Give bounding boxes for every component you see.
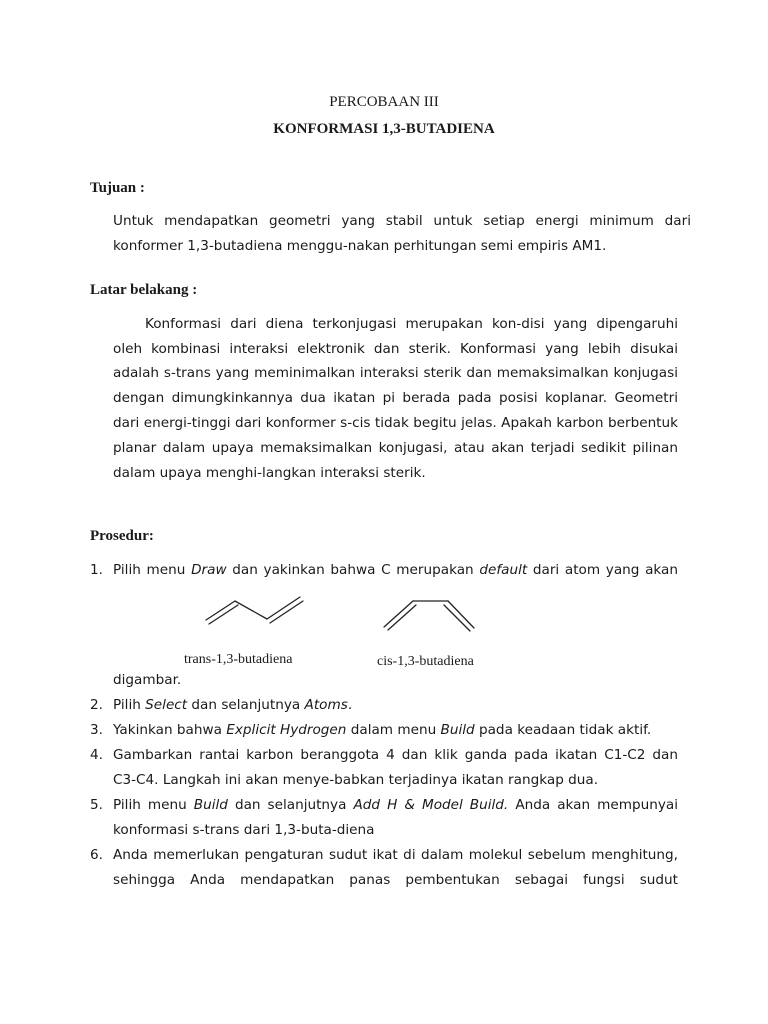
tujuan-line-1: Untuk mendapatkan geometri yang stabil untuk setiap energi minimum dari bbox=[113, 213, 691, 229]
tujuan-line-2: konformer 1,3-butadiena menggu-nakan perhitungan semi empiris AM1. bbox=[113, 238, 607, 254]
step-2-text bbox=[113, 697, 352, 713]
step-1-text-c: dan yakinkan bahwa C merupakan bbox=[232, 562, 474, 578]
step-1-number: 1. bbox=[90, 562, 103, 578]
step-2-text-c: dan selanjutnya bbox=[187, 697, 305, 713]
step-5-number: 5. bbox=[90, 797, 103, 813]
step-5-text-c: dan selanjutnya bbox=[234, 797, 347, 813]
trans-label: trans-1,3-butadiena bbox=[184, 652, 293, 667]
step-5-text-e: Anda akan mempunyai bbox=[515, 797, 679, 813]
document-title: KONFORMASI 1,3-BUTADIENA bbox=[273, 121, 495, 137]
latar-line-5: dari energi-tinggi dari konformer s-cis tidak begitu jelas. Apakah karbon berbentuk bbox=[113, 415, 678, 431]
step-1-text-e: dari atom yang akan bbox=[532, 562, 678, 578]
latar-line-4: dengan dimungkinkannya dua ikatan pi berada pada posisi koplanar. Geometri bbox=[113, 390, 678, 406]
latar-line-3: adalah s-trans yang meminimalkan interaksi sterik dan memaksimalkan konjugasi bbox=[113, 365, 678, 381]
latar-line-1: Konformasi dari diena terkonjugasi merupakan kon-disi yang dipengaruhi bbox=[145, 316, 678, 332]
step-3-number: 3. bbox=[90, 722, 103, 738]
latar-line-7: dalam upaya menghi-langkan interaksi sterik. bbox=[113, 465, 426, 481]
step-1-text-a: Pilih menu bbox=[113, 562, 186, 578]
step-2-number: 2. bbox=[90, 697, 103, 713]
step-3-text-e: pada keadaan tidak aktif. bbox=[474, 722, 652, 738]
step-3-term-explicit-hydrogen: Explicit Hydrogen bbox=[226, 722, 347, 738]
step-6-number: 6. bbox=[90, 847, 103, 863]
butadiene-structures bbox=[195, 588, 505, 638]
step-3-text-a: Yakinkan bahwa bbox=[113, 722, 227, 738]
step-5-term-build: Build bbox=[193, 797, 228, 813]
step-4-line-1: Gambarkan rantai karbon beranggota 4 dan klik ganda pada ikatan C1-C2 dan bbox=[113, 747, 678, 763]
trans-butadiene-structure bbox=[206, 597, 303, 624]
latar-line-6: planar dalam upaya memaksimalkan konjugasi, atau akan terjadi sedikit pilinan bbox=[113, 440, 678, 456]
step-3-term-build: Build bbox=[440, 722, 475, 738]
experiment-label: PERCOBAAN III bbox=[329, 94, 439, 110]
tujuan-heading: Tujuan : bbox=[90, 180, 145, 196]
step-3-text bbox=[113, 722, 651, 738]
step-1-term-default: default bbox=[479, 562, 528, 578]
step-6-line-2: sehingga Anda mendapatkan panas pembentukan sebagai fungsi sudut bbox=[113, 872, 678, 888]
step-4-line-2: C3-C4. Langkah ini akan menye-babkan terjadinya ikatan rangkap dua. bbox=[113, 772, 599, 788]
step-5-term-add-h: Add H & Model Build. bbox=[353, 797, 509, 813]
step-4-number: 4. bbox=[90, 747, 103, 763]
step-5-text-a: Pilih menu bbox=[113, 797, 187, 813]
step-2-term-select: Select bbox=[145, 697, 188, 713]
step-3-text-c: dalam menu bbox=[346, 722, 441, 738]
step-1-line-2: digambar. bbox=[113, 672, 182, 688]
step-6-line-1: Anda memerlukan pengaturan sudut ikat di dalam molekul sebelum menghitung, bbox=[113, 847, 678, 863]
step-2-term-atoms: Atoms bbox=[304, 697, 348, 713]
step-5-line-2: konformasi s-trans dari 1,3-buta-diena bbox=[113, 822, 375, 838]
latar-line-2: oleh kombinasi interaksi elektronik dan sterik. Konformasi yang lebih disukai bbox=[113, 341, 678, 357]
step-2-text-a: Pilih bbox=[113, 697, 146, 713]
step-1-line-1 bbox=[113, 562, 678, 578]
step-5-line-1 bbox=[113, 797, 678, 813]
step-2-text-e: . bbox=[347, 697, 353, 713]
cis-butadiene-structure bbox=[384, 601, 474, 631]
prosedur-heading: Prosedur: bbox=[90, 528, 154, 544]
latar-heading: Latar belakang : bbox=[90, 282, 198, 298]
cis-label: cis-1,3-butadiena bbox=[377, 654, 474, 669]
step-1-term-draw: Draw bbox=[191, 562, 227, 578]
